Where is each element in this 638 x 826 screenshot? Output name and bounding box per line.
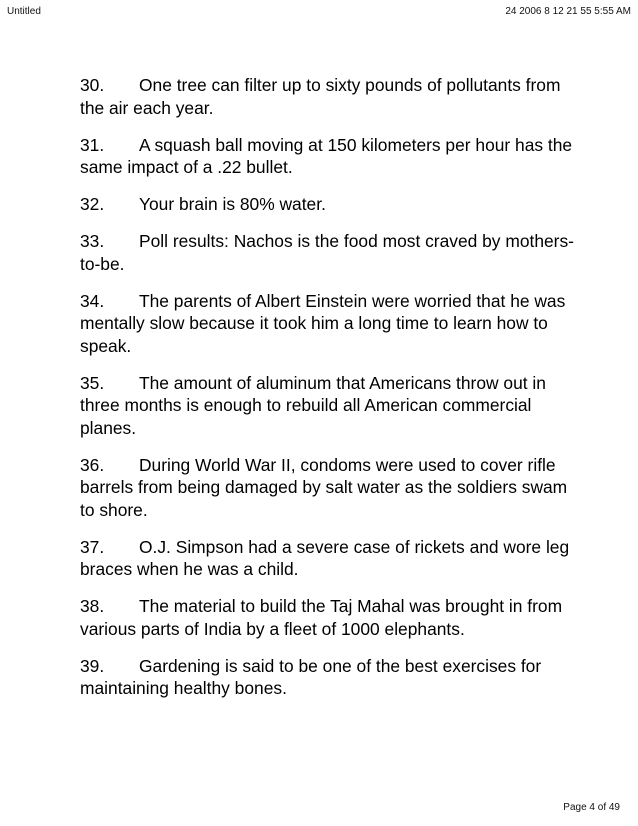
list-item xyxy=(80,655,580,700)
item-text: O.J. Simpson had a severe case of rickets and wore leg braces when he was a child. xyxy=(80,536,570,579)
list-item xyxy=(80,454,580,522)
item-number: 34. xyxy=(80,290,105,311)
document-title: Untitled xyxy=(7,6,41,17)
facts-list xyxy=(80,74,580,714)
list-item xyxy=(80,74,580,119)
list-item xyxy=(80,230,580,275)
item-number: 35. xyxy=(80,372,105,393)
item-text: During World War II, condoms were used to cover rifle barrels from being damaged by salt water as the soldiers swam to shore. xyxy=(80,454,568,520)
list-item xyxy=(80,290,580,358)
item-text: Poll results: Nachos is the food most craved by mothers-to-be. xyxy=(80,231,574,274)
item-number: 30. xyxy=(80,75,105,95)
item-text: A squash ball moving at 150 kilometers per hour has the same impact of a .22 bullet. xyxy=(80,134,573,177)
item-text: The parents of Albert Einstein were worried that he was mentally slow because it took him a long time to learn how to speak. xyxy=(80,290,566,356)
item-number: 37. xyxy=(80,536,105,557)
item-number: 32. xyxy=(80,194,105,214)
item-number: 39. xyxy=(80,655,105,676)
item-number: 36. xyxy=(80,454,105,475)
list-item xyxy=(80,193,580,216)
list-item xyxy=(80,536,580,581)
list-item xyxy=(80,372,580,440)
item-text: The amount of aluminum that Americans throw out in three months is enough to rebuild all American commercial planes. xyxy=(80,372,546,438)
list-item xyxy=(80,134,580,179)
item-number: 33. xyxy=(80,231,105,251)
item-text: The material to build the Taj Mahal was brought in from various parts of India by a fleet of 1000 elephants. xyxy=(80,596,563,639)
print-timestamp: 24 2006 8 12 21 55 5:55 AM xyxy=(505,6,631,17)
item-text: Your brain is 80% water. xyxy=(139,194,326,214)
item-number: 38. xyxy=(80,596,105,616)
page-number: Page 4 of 49 xyxy=(563,802,620,813)
item-text: Gardening is said to be one of the best exercises for maintaining healthy bones. xyxy=(80,655,542,698)
item-number: 31. xyxy=(80,134,105,155)
list-item xyxy=(80,595,580,640)
item-text: One tree can filter up to sixty pounds of pollutants from the air each year. xyxy=(80,75,561,118)
